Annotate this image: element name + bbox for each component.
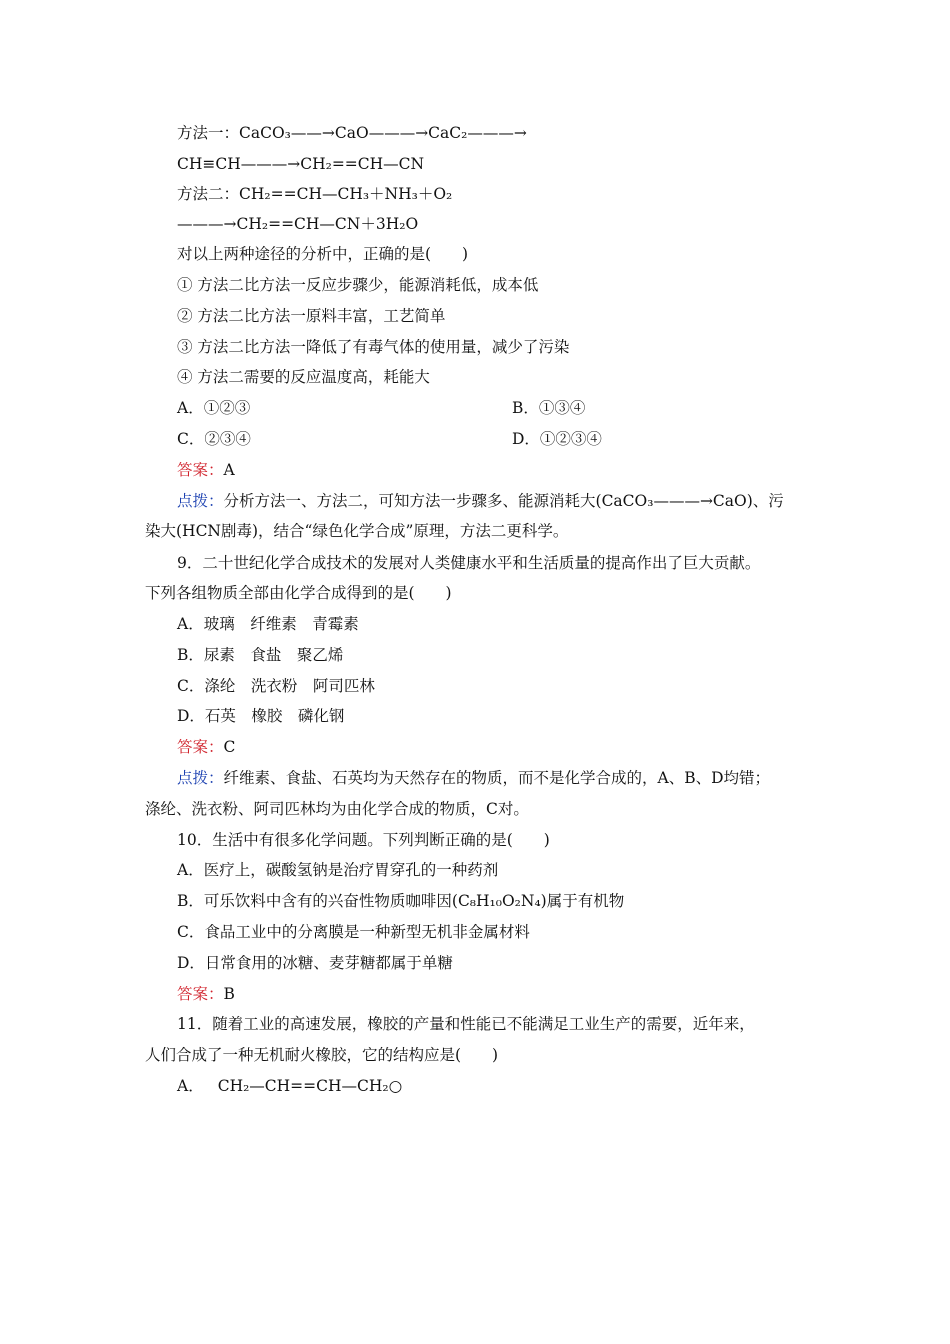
q8-option-c: C．②③④ (177, 430, 251, 448)
q8-option-a: A．①②③ (177, 399, 251, 417)
answer-label: 答案： (177, 985, 224, 1003)
option-label: A． (177, 1077, 204, 1095)
answer-value: A (223, 461, 235, 479)
q10-answer (177, 984, 235, 1004)
structure-formula: CH₂—CH==CH—CH₂○ (217, 1077, 403, 1095)
hint-label: 点拨： (177, 492, 224, 510)
q11-stem-line1: 11．随着工业的高速发展，橡胶的产量和性能已不能满足工业生产的需要，近年来， (177, 1015, 755, 1033)
method1-line2: CH≡CH———→CH₂==CH—CN (177, 155, 425, 173)
answer-value: C (223, 738, 236, 756)
q10-option-d: D．日常食用的冰糖、麦芽糖都属于单糖 (177, 954, 453, 972)
method1-formula: CaCO₃——→CaO———→CaC₂———→ (239, 124, 527, 142)
q11-stem-line2: 人们合成了一种无机耐火橡胶，它的结构应是( ) (145, 1046, 499, 1064)
hint-text: 纤维素、食盐、石英均为天然存在的物质，而不是化学合成的，A、B、D均错； (223, 769, 771, 787)
q9-stem-line2: 下列各组物质全部由化学合成得到的是( ) (145, 584, 452, 602)
q8-stem: 对以上两种途径的分析中，正确的是( ) (177, 245, 469, 263)
q9-hint-line1 (177, 768, 770, 788)
hint-text: 分析方法一、方法二，可知方法一步骤多、能源消耗大(CaCO₃———→CaO)、污 (223, 492, 784, 510)
method2-label: 方法二： (177, 185, 240, 203)
method1-line1 (177, 123, 527, 143)
q10-option-c: C．食品工业中的分离膜是一种新型无机非金属材料 (177, 923, 530, 941)
q9-hint-line2: 涤纶、洗衣粉、阿司匹林均为由化学合成的物质，C对。 (145, 800, 529, 818)
method1-label: 方法一： (177, 124, 240, 142)
q8-option-d: D．①②③④ (512, 430, 602, 448)
hint-label: 点拨： (177, 769, 224, 787)
q8-option-b: B．①③④ (512, 399, 586, 417)
q8-answer (177, 460, 235, 480)
q9-option-a: A．玻璃 纤维素 青霉素 (177, 615, 359, 633)
q10-option-b: B．可乐饮料中含有的兴奋性物质咖啡因(C₈H₁₀O₂N₄)属于有机物 (177, 892, 625, 910)
q8-statement-3: ③ 方法二比方法一降低了有毒气体的使用量，减少了污染 (177, 338, 570, 356)
method2-formula: CH₂==CH—CH₃＋NH₃＋O₂ (239, 185, 453, 203)
q9-option-c: C．涤纶 洗衣粉 阿司匹林 (177, 677, 375, 695)
q8-statement-4: ④ 方法二需要的反应温度高，耗能大 (177, 368, 430, 386)
answer-label: 答案： (177, 738, 224, 756)
method2-line1 (177, 184, 452, 204)
q9-option-d: D．石英 橡胶 磷化钢 (177, 707, 345, 725)
q8-statement-2: ② 方法二比方法一原料丰富，工艺简单 (177, 307, 446, 325)
q10-stem: 10．生活中有很多化学问题。下列判断正确的是( ) (177, 831, 550, 849)
q9-stem-line1: 9．二十世纪化学合成技术的发展对人类健康水平和生活质量的提高作出了巨大贡献。 (177, 554, 761, 572)
answer-label: 答案： (177, 461, 224, 479)
q8-statement-1: ① 方法二比方法一反应步骤少，能源消耗低，成本低 (177, 276, 539, 294)
q10-option-a: A．医疗上，碳酸氢钠是治疗胃穿孔的一种药剂 (177, 861, 499, 879)
q11-option-a (177, 1076, 402, 1096)
method2-line2: ———→CH₂==CH—CN＋3H₂O (177, 215, 419, 233)
q8-hint-line2: 染大(HCN剧毒)，结合“绿色化学合成”原理，方法二更科学。 (145, 522, 569, 540)
q9-option-b: B．尿素 食盐 聚乙烯 (177, 646, 344, 664)
answer-value: B (223, 985, 235, 1003)
q8-hint-line1 (177, 491, 784, 511)
q9-answer (177, 737, 235, 757)
